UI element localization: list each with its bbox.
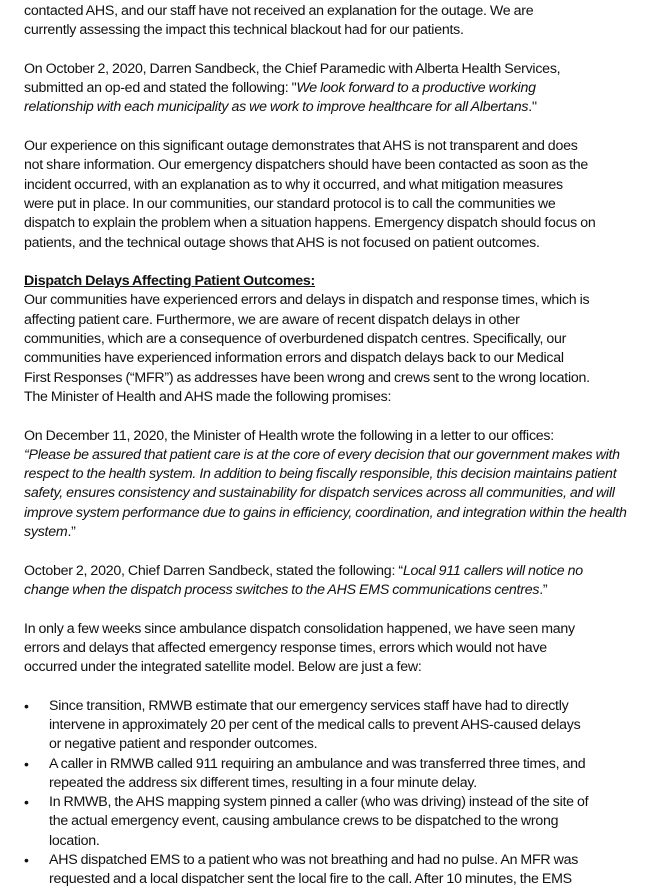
text-line: communities, which are a consequence of overburdened dispatch centres. Specifically, our	[24, 331, 567, 348]
text-line: Our experience on this significant outage demonstrates that AHS is not transparent and does	[24, 138, 578, 155]
list-item	[24, 697, 643, 755]
text-line: errors and delays that affected emergency response times, errors which would not have	[24, 639, 547, 656]
text-line: On October 2, 2020, Darren Sandbeck, the Chief Paramedic with Alberta Health Services,	[24, 60, 561, 77]
text-line: AHS dispatched EMS to a patient who was not breathing and had no pulse. An MFR was	[49, 852, 579, 869]
quote-line: safety, ensures consistency and sustainability for dispatch services across all communities, and will	[24, 485, 615, 502]
text-line: contacted AHS, and our staff have not received an explanation for the outage. We are	[24, 3, 534, 19]
quote-line: improve system performance due to gains in efficiency, coordination, and integration within the health	[24, 504, 627, 521]
list-item	[24, 793, 643, 851]
section-heading: Dispatch Delays Affecting Patient Outcomes:	[24, 273, 316, 290]
text-plain: .”	[67, 524, 76, 541]
text-line: incident occurred, with an explanation as to why it occurred, and what mitigation measures	[24, 176, 563, 193]
quote-italic: Local 911 callers will notice no	[402, 562, 583, 579]
text-line: A caller in RMWB called 911 requiring an ambulance and was transferred three times, and	[49, 755, 586, 772]
quote-italic: system	[24, 524, 68, 541]
quote-line: respect to the health system. In addition to being fiscally responsible, this decision maintains patient	[24, 466, 617, 483]
text-line	[24, 562, 643, 581]
text-line	[24, 79, 643, 98]
text-line: patients, and the technical outage shows that AHS is not focused on patient outcomes.	[24, 234, 540, 251]
text-line: First Responses (“MFR”) as addresses have been wrong and crews sent to the wrong location.	[24, 369, 590, 386]
quote-italic: change when the dispatch process switches to the AHS EMS communications centres	[24, 581, 540, 598]
quote-italic: relationship with each municipality as we work to improve healthcare for all Albertans	[24, 99, 529, 116]
text-plain: .”	[539, 581, 548, 598]
text-line: currently assessing the impact this technical blackout had for our patients.	[24, 22, 464, 39]
incident-bullet-list	[24, 697, 643, 890]
paragraph-sandbeck-statement	[24, 562, 643, 601]
bullet-icon: •	[24, 794, 29, 811]
paragraph-minister-letter	[24, 427, 643, 543]
text-line	[24, 581, 643, 600]
text-line: In RMWB, the AHS mapping system pinned a caller (who was driving) instead of the site of	[49, 794, 589, 811]
text-line: or negative patient and responder outcomes.	[49, 736, 318, 753]
text-line: communities have experienced information errors and dispatch delays back to our Medical	[24, 350, 564, 367]
text-line: requested and a local dispatcher sent the local fire to the call. After 10 minutes, the EMS	[49, 871, 572, 888]
text-plain: ."	[528, 99, 537, 116]
text-line	[24, 98, 643, 117]
text-line: Our communities have experienced errors and delays in dispatch and response times, which is	[24, 292, 590, 309]
list-item	[24, 851, 643, 890]
text-line: repeated the address six different times, resulting in a four minute delay.	[49, 774, 477, 791]
text-plain: October 2, 2020, Chief Darren Sandbeck, stated the following: “	[24, 562, 403, 579]
text-line	[24, 523, 643, 542]
text-line: intervene in approximately 20 per cent of the medical calls to prevent AHS-caused delays	[49, 716, 581, 733]
bullet-icon: •	[24, 852, 29, 869]
text-line: location.	[49, 832, 100, 849]
text-line: Since transition, RMWB estimate that our emergency services staff have had to directly	[49, 697, 569, 714]
text-line: were put in place. In our communities, our standard protocol is to call the communities we	[24, 195, 556, 212]
text-line: dispatch to explain the problem when a situation happens. Emergency dispatch should focus on	[24, 215, 596, 232]
text-line: not share information. Our emergency dispatchers should have been contacted as soon as the	[24, 157, 589, 174]
text-line: occurred under the integrated satellite model. Below are just a few:	[24, 659, 422, 676]
text-line: the actual emergency event, causing ambulance crews to be dispatched to the wrong	[49, 813, 559, 830]
paragraph-transparency	[24, 137, 643, 253]
text-line: In only a few weeks since ambulance dispatch consolidation happened, we have seen many	[24, 620, 575, 637]
bullet-icon: •	[24, 697, 29, 714]
quote-line: “Please be assured that patient care is at the core of every decision that our government makes with	[24, 446, 620, 463]
list-item	[24, 755, 643, 794]
text-line: affecting patient care. Furthermore, we are aware of recent dispatch delays in other	[24, 311, 520, 328]
text-line: On December 11, 2020, the Minister of Health wrote the following in a letter to our offices:	[24, 427, 554, 444]
quote-italic: We look forward to a productive working	[296, 80, 536, 97]
paragraph-dispatch-delays	[24, 272, 643, 407]
bullet-icon: •	[24, 755, 29, 772]
paragraph-outage-explanation	[24, 2, 643, 41]
paragraph-sandbeck-op-ed	[24, 60, 643, 118]
text-line: The Minister of Health and AHS made the following promises:	[24, 388, 392, 405]
text-plain: submitted an op-ed and stated the following: "	[24, 80, 297, 97]
paragraph-consolidation-errors	[24, 620, 643, 678]
